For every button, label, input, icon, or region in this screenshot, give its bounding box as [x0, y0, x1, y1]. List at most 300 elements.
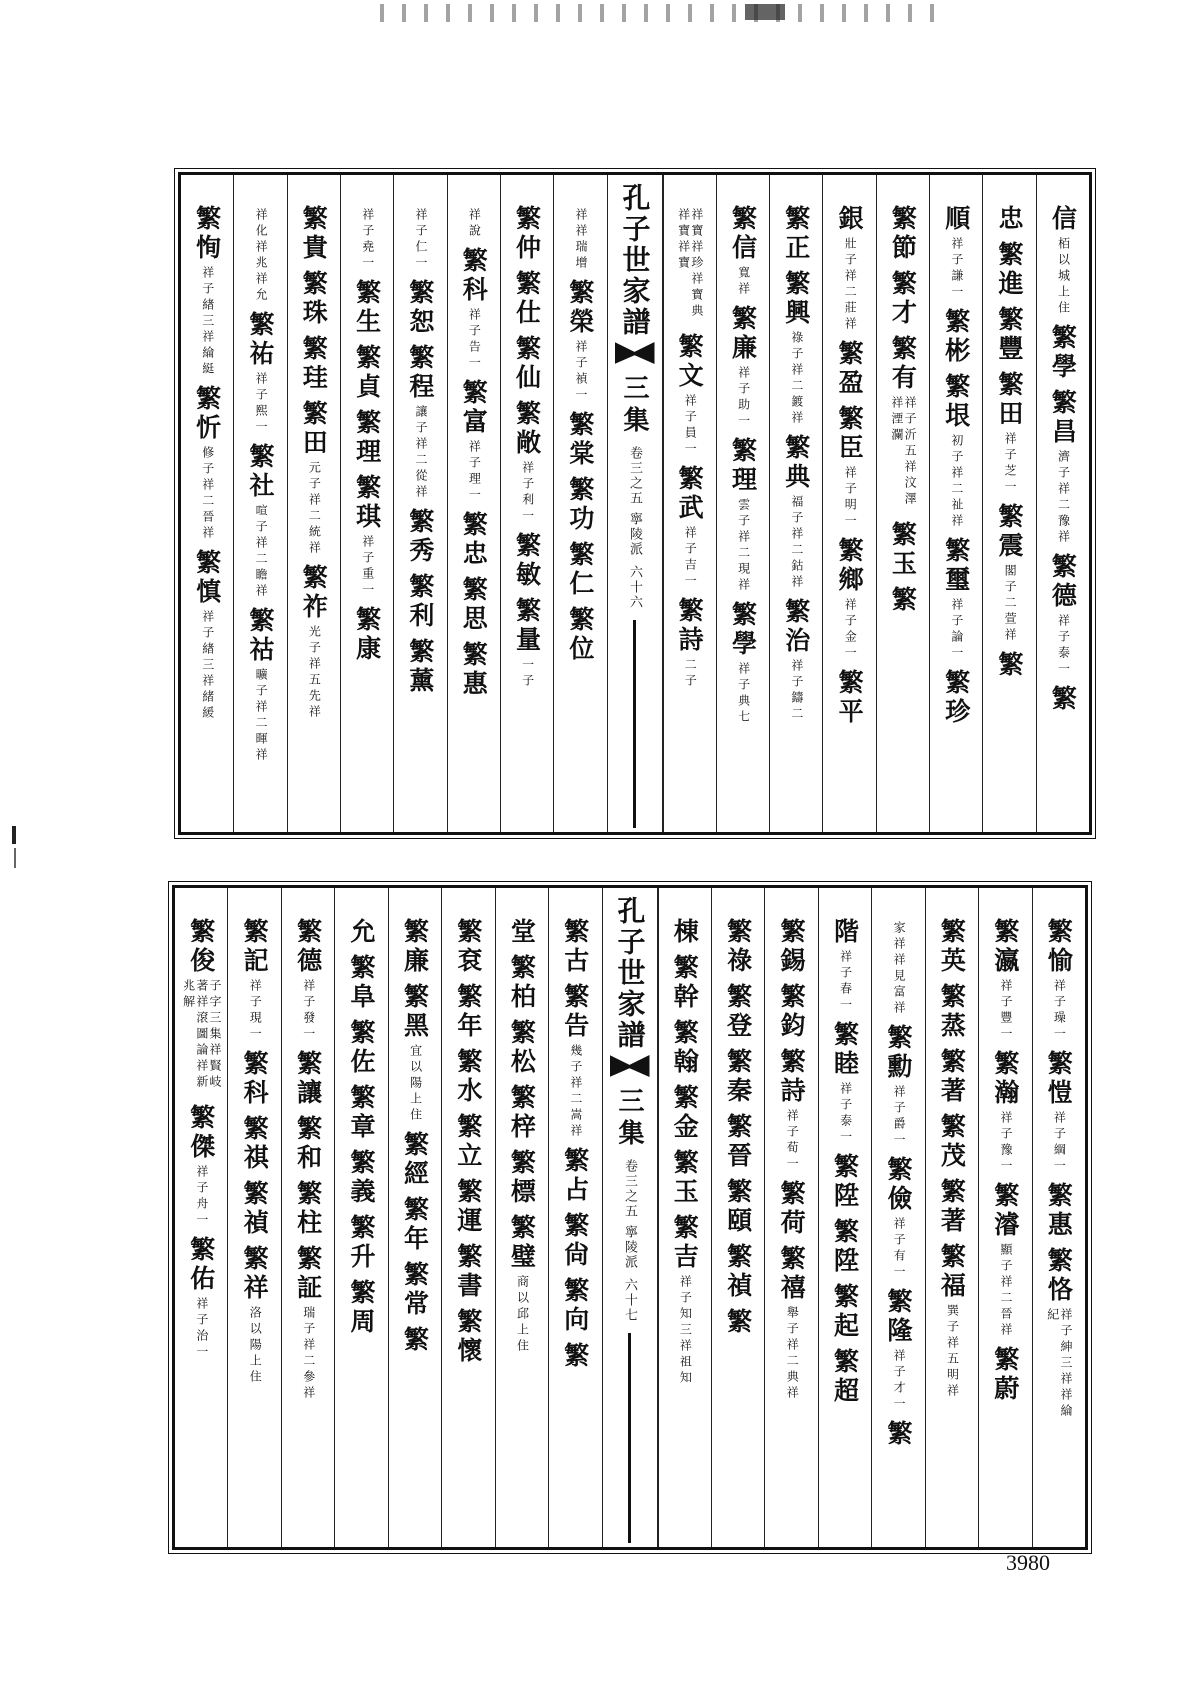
- genealogy-entry: [883, 1288, 913, 1413]
- genealogy-column: [334, 888, 387, 1547]
- person-name: 階: [830, 918, 860, 947]
- person-name: 繁田: [299, 400, 329, 458]
- fish-tail-mark: [610, 1055, 650, 1077]
- genealogy-entry: [781, 270, 811, 427]
- genealogy-entry: [459, 379, 489, 504]
- person-name: 繁仕: [512, 270, 542, 328]
- person-name: 繁超: [830, 1348, 860, 1406]
- genealogy-entry: [352, 474, 382, 599]
- genealogy-entry: [995, 371, 1025, 496]
- genealogy-entry: [835, 537, 865, 662]
- person-note: 祥子仁一: [414, 208, 428, 272]
- person-name: 繁貞: [352, 344, 382, 402]
- person-note: 祥子知三祥祖知: [678, 1275, 693, 1387]
- genealogy-entry: [937, 1178, 967, 1236]
- person-note: 祥子發一: [301, 979, 316, 1043]
- genealogy-column: [553, 175, 606, 832]
- person-name: 繁章: [347, 1084, 377, 1142]
- person-name: 銀: [835, 205, 865, 234]
- genealogy-entry: [453, 1308, 483, 1366]
- person-note: 寬祥: [736, 266, 751, 298]
- collection-label: 三集: [614, 1087, 644, 1151]
- person-name: 繁仁: [565, 541, 595, 599]
- person-name: 繁俊: [186, 918, 216, 976]
- person-name: 繁尙: [560, 1212, 590, 1270]
- person-name: 繁愉: [1044, 918, 1074, 976]
- person-name: 繁才: [888, 270, 918, 328]
- person-note: 祥子治一: [194, 1297, 209, 1361]
- genealogy-entry: [835, 340, 865, 398]
- person-name: 繁秦: [723, 1048, 753, 1106]
- genealogy-entry: [347, 1149, 377, 1207]
- genealogy-entry: [888, 205, 918, 263]
- person-name: 繁興: [781, 270, 811, 328]
- person-name: 繁田: [995, 371, 1025, 429]
- genealogy-entry: [888, 521, 918, 579]
- genealogy-column: [663, 175, 716, 832]
- genealogy-entry: [565, 476, 595, 534]
- person-note: 祥祥瑞增: [573, 208, 588, 272]
- person-name: 繁科: [240, 1050, 270, 1108]
- genealogy-entry: [941, 205, 971, 301]
- person-name: 繁袞: [453, 918, 483, 976]
- person-note: 祥子豫一: [998, 1111, 1013, 1175]
- genealogy-entry: [512, 270, 542, 328]
- person-name: 繁典: [781, 434, 811, 492]
- person-name: 繁棠: [565, 411, 595, 469]
- person-note: 祥子泰一: [1056, 614, 1071, 678]
- person-note: 祥子論一: [949, 598, 964, 662]
- person-note: 祥子荀一: [785, 1109, 800, 1173]
- person-name: 繁盈: [835, 340, 865, 398]
- person-note: 祥子明一: [843, 466, 858, 530]
- person-note: 濟子祥二豫祥: [1056, 450, 1071, 546]
- genealogy-entry: [830, 1348, 860, 1406]
- leaf-number: 六十六: [627, 565, 642, 611]
- genealogy-page-top: [178, 172, 1092, 835]
- genealogy-entry: [777, 1245, 807, 1402]
- person-note: 福子祥二鈷祥: [789, 495, 804, 591]
- person-name: 繁金: [670, 1084, 700, 1142]
- genealogy-column: [925, 888, 978, 1547]
- volume-label: 卷三之五 寧陵派: [627, 446, 642, 558]
- person-name: 繁廉: [400, 918, 430, 976]
- genealogy-entry: [937, 983, 967, 1041]
- person-note: 祥子緖三祥緒緩: [200, 610, 215, 722]
- genealogy-entry: [453, 983, 483, 1041]
- person-note: 祥子重一: [360, 535, 375, 599]
- person-name: 繁詩: [777, 1048, 807, 1106]
- genealogy-column: [929, 175, 982, 832]
- person-note: 祥子助一: [736, 366, 751, 430]
- person-name: 繁告: [560, 983, 590, 1041]
- genealogy-entry: [299, 270, 329, 328]
- person-name: 繁周: [347, 1279, 377, 1337]
- genealogy-page-bottom: [172, 885, 1088, 1550]
- person-name: 繁生: [352, 279, 382, 337]
- person-note: 修子祥二晉祥: [200, 446, 215, 542]
- genealogy-entry: [941, 669, 971, 727]
- genealogy-entry: [675, 465, 705, 590]
- person-note: 家祥祥見富祥: [892, 921, 907, 1017]
- genealogy-entry: [883, 1420, 913, 1449]
- person-name: 繁佑: [186, 1236, 216, 1294]
- genealogy-entry: [565, 541, 595, 599]
- genealogy-entry: [728, 305, 758, 430]
- person-note: 祥子有一: [892, 1217, 907, 1281]
- genealogy-entry: [347, 1214, 377, 1272]
- genealogy-entry: [995, 651, 1025, 680]
- person-note: 栢以城上住: [1056, 237, 1071, 317]
- person-name: 繁年: [453, 983, 483, 1041]
- collection-label: 三集: [619, 374, 649, 438]
- person-name: 繁阜: [347, 954, 377, 1012]
- genealogy-entry: [453, 1178, 483, 1236]
- genealogy-entry: [459, 247, 489, 372]
- person-note: 祥化祥兆祥允: [254, 208, 269, 304]
- person-name: 繁水: [453, 1048, 483, 1106]
- genealogy-entry: [347, 1279, 377, 1337]
- person-name: 繁年: [400, 1196, 430, 1254]
- genealogy-entry: [723, 1113, 753, 1171]
- person-name: 繁詩: [675, 597, 705, 655]
- person-name: 繁柱: [293, 1180, 323, 1238]
- person-note: 雲子祥二現祥: [736, 498, 751, 594]
- person-name: 繁鄉: [835, 537, 865, 595]
- genealogy-entry: [995, 241, 1025, 299]
- person-name: 繁治: [781, 598, 811, 656]
- person-name: 繁傑: [186, 1104, 216, 1162]
- genealogy-entry: [675, 597, 705, 690]
- genealogy-column: [181, 175, 233, 832]
- genealogy-entry: [352, 344, 382, 402]
- genealogy-entry: [574, 205, 587, 272]
- genealogy-entry: [990, 1346, 1020, 1404]
- person-name: 繁著: [937, 1178, 967, 1236]
- genealogy-entry: [883, 1156, 913, 1281]
- person-note: 壯子祥二莊祥: [843, 237, 858, 333]
- genealogy-entry: [1046, 1247, 1072, 1426]
- genealogy-column: [871, 888, 924, 1547]
- person-note: 巽子祥五明祥: [945, 1304, 960, 1400]
- person-name: 繁量: [512, 597, 542, 655]
- genealogy-entry: [676, 205, 702, 326]
- person-name: 繁功: [565, 476, 595, 534]
- genealogy-entry: [777, 918, 807, 976]
- genealogy-entry: [835, 405, 865, 530]
- genealogy-entry: [990, 1182, 1020, 1339]
- person-note: 祥子芝一: [1003, 432, 1018, 496]
- person-name: 繁文: [675, 333, 705, 391]
- person-note: 二子: [683, 658, 698, 690]
- genealogy-entry: [937, 918, 967, 976]
- person-name: 繁勳: [883, 1024, 913, 1082]
- genealogy-entry: [245, 443, 275, 600]
- book-title: 孔子世家譜: [613, 896, 647, 1051]
- genealogy-entry: [670, 1084, 700, 1142]
- page-number: 3980: [1006, 1550, 1050, 1575]
- genealogy-entry: [347, 1084, 377, 1142]
- person-note: 祥寶祥珍祥寶典祥寶祥寶: [676, 208, 704, 320]
- genealogy-entry: [670, 1019, 700, 1077]
- person-name: 繁思: [459, 576, 489, 634]
- person-name: 繁頤: [723, 1178, 753, 1236]
- genealogy-entry: [781, 434, 811, 591]
- genealogy-entry: [507, 1149, 537, 1207]
- person-name: 繁學: [1048, 324, 1078, 382]
- genealogy-column: [769, 175, 822, 832]
- genealogy-entry: [245, 311, 275, 436]
- person-name: 繁程: [405, 344, 435, 402]
- person-note: 瑞子祥二參祥: [301, 1306, 316, 1402]
- person-note: 舉子祥二典祥: [785, 1306, 800, 1402]
- person-name: 繁福: [937, 1243, 967, 1301]
- genealogy-entry: [560, 1277, 590, 1335]
- person-name: 繁富: [459, 379, 489, 437]
- genealogy-entry: [293, 918, 323, 1043]
- person-name: 繁位: [565, 606, 595, 664]
- center-rule: [628, 1333, 631, 1543]
- genealogy-entry: [990, 918, 1020, 1043]
- genealogy-entry: [507, 954, 537, 1012]
- genealogy-entry: [560, 918, 590, 976]
- genealogy-entry: [830, 918, 860, 1014]
- person-name: 繁著: [937, 1048, 967, 1106]
- genealogy-entry: [400, 983, 430, 1124]
- genealogy-entry: [670, 1149, 700, 1207]
- person-note: 洛以陽上住: [248, 1306, 263, 1386]
- person-name: 繁昌: [1048, 389, 1078, 447]
- person-name: 繁德: [1048, 553, 1078, 611]
- genealogy-entry: [347, 1019, 377, 1077]
- genealogy-entry: [723, 1178, 753, 1236]
- person-note: 祥說: [467, 208, 482, 240]
- center-title-column: [602, 888, 658, 1547]
- person-name: 繁德: [293, 918, 323, 976]
- person-note: 祥子典七: [736, 662, 751, 726]
- person-name: 繁黑: [400, 983, 430, 1041]
- person-note: 祥子舟一: [194, 1165, 209, 1229]
- person-name: 繁琪: [352, 474, 382, 532]
- person-name: 繁梓: [507, 1084, 537, 1142]
- person-name: 繁蒸: [937, 983, 967, 1041]
- person-note: 顯子祥二晉祥: [998, 1243, 1013, 1339]
- person-name: 繁: [400, 1326, 430, 1355]
- genealogy-column: [441, 888, 494, 1547]
- genealogy-column: [716, 175, 769, 832]
- person-note: 讓子祥二從祥: [414, 405, 428, 501]
- genealogy-entry: [1048, 685, 1078, 714]
- person-note: 祥子謙一: [949, 237, 964, 301]
- leaf-number: 六十七: [622, 1278, 637, 1324]
- genealogy-entry: [186, 1104, 216, 1229]
- genealogy-entry: [186, 1236, 216, 1361]
- genealogy-entry: [192, 385, 222, 542]
- genealogy-entry: [670, 1214, 700, 1387]
- genealogy-entry: [941, 537, 971, 662]
- person-note: 祥子豐一: [998, 979, 1013, 1043]
- genealogy-column: [876, 175, 929, 832]
- genealogy-column: [982, 175, 1035, 832]
- genealogy-entry: [299, 400, 329, 557]
- genealogy-entry: [400, 1196, 430, 1254]
- genealogy-entry: [453, 1243, 483, 1301]
- genealogy-entry: [293, 1180, 323, 1238]
- person-name: 信: [1048, 205, 1078, 234]
- volume-label: 卷三之五 寧陵派: [622, 1159, 637, 1271]
- genealogy-entry: [240, 1115, 270, 1173]
- genealogy-column: [822, 175, 875, 832]
- genealogy-entry: [941, 308, 971, 366]
- genealogy-entry: [560, 983, 590, 1140]
- person-note: 祥子紳三祥祥綸紀: [1045, 1308, 1073, 1420]
- person-name: 繁珍: [941, 669, 971, 727]
- person-name: 繁睦: [830, 1021, 860, 1079]
- person-name: 繁祥: [240, 1245, 270, 1303]
- person-name: 繁節: [888, 205, 918, 263]
- person-name: 繁晉: [723, 1113, 753, 1171]
- person-name: 繁廉: [728, 305, 758, 363]
- person-name: 繁鈞: [777, 983, 807, 1041]
- genealogy-entry: [512, 597, 542, 690]
- genealogy-entry: [1044, 1050, 1074, 1175]
- person-name: 繁祺: [240, 1115, 270, 1173]
- person-name: 繁: [995, 651, 1025, 680]
- person-note: 祥子金一: [843, 598, 858, 662]
- genealogy-entry: [512, 532, 542, 590]
- genealogy-column: [764, 888, 817, 1547]
- center-rule: [633, 620, 636, 828]
- genealogy-entry: [1044, 1182, 1074, 1240]
- genealogy-entry: [245, 607, 275, 764]
- person-name: 繁祚: [299, 564, 329, 622]
- genealogy-entry: [675, 333, 705, 458]
- genealogy-entry: [405, 508, 435, 566]
- person-name: 繁璧: [507, 1214, 537, 1272]
- person-note: 光子祥五先祥: [307, 625, 322, 721]
- person-name: 繁荷: [777, 1180, 807, 1238]
- person-name: 繁玉: [670, 1149, 700, 1207]
- genealogy-entry: [299, 564, 329, 721]
- genealogy-entry: [293, 1115, 323, 1173]
- person-note: 祥子熙一: [254, 372, 269, 436]
- genealogy-entry: [723, 1048, 753, 1106]
- genealogy-entry: [560, 1342, 590, 1371]
- person-name: 棟: [670, 918, 700, 947]
- person-name: 繁仙: [512, 335, 542, 393]
- genealogy-column: [233, 175, 286, 832]
- person-name: 繁有: [888, 335, 918, 393]
- fish-tail-mark: [615, 342, 655, 364]
- genealogy-entry: [995, 503, 1025, 644]
- person-name: 繁和: [293, 1115, 323, 1173]
- genealogy-column: [495, 888, 548, 1547]
- person-name: 繁: [1048, 685, 1078, 714]
- genealogy-entry: [728, 437, 758, 594]
- genealogy-entry: [453, 918, 483, 976]
- genealogy-column: [1032, 888, 1085, 1547]
- person-name: 繁運: [453, 1178, 483, 1236]
- genealogy-entry: [400, 1326, 430, 1355]
- person-name: 繁隆: [883, 1288, 913, 1346]
- person-name: 繁: [888, 586, 918, 615]
- genealogy-entry: [777, 1180, 807, 1238]
- genealogy-entry: [352, 606, 382, 664]
- genealogy-entry: [560, 1147, 590, 1205]
- person-name: 繁經: [400, 1131, 430, 1189]
- person-name: 繁讓: [293, 1050, 323, 1108]
- person-name: 繁英: [937, 918, 967, 976]
- person-name: 繁豐: [995, 306, 1025, 364]
- person-name: 繁登: [723, 983, 753, 1041]
- person-name: 繁正: [781, 205, 811, 263]
- person-name: 順: [941, 205, 971, 234]
- genealogy-entry: [405, 638, 435, 696]
- person-note: 祥子堯一: [360, 208, 375, 272]
- person-note: 一子: [520, 658, 535, 690]
- person-name: 繁榮: [565, 279, 595, 337]
- genealogy-entry: [293, 1245, 323, 1402]
- genealogy-entry: [728, 601, 758, 726]
- person-name: 繁翰: [670, 1019, 700, 1077]
- genealogy-entry: [453, 1048, 483, 1106]
- genealogy-entry: [240, 1180, 270, 1238]
- person-name: 繁學: [728, 601, 758, 659]
- genealogy-entry: [347, 954, 377, 1012]
- person-name: 繁武: [675, 465, 705, 523]
- genealogy-column: [388, 888, 441, 1547]
- person-name: 繁垠: [941, 373, 971, 431]
- person-name: 繁禎: [723, 1243, 753, 1301]
- person-note: 子字三集祥賢岐著祥滾圖論祥新兆解: [181, 979, 222, 1091]
- genealogy-entry: [507, 918, 537, 947]
- person-name: 允: [347, 918, 377, 947]
- person-note: 祥子禎一: [573, 340, 588, 404]
- genealogy-entry: [512, 335, 542, 393]
- genealogy-column: [1036, 175, 1089, 832]
- genealogy-entry: [937, 1048, 967, 1106]
- genealogy-entry: [830, 1218, 860, 1276]
- scan-noise-top: [380, 4, 940, 22]
- person-name: 繁起: [830, 1283, 860, 1341]
- person-name: 繁: [883, 1420, 913, 1449]
- genealogy-entry: [830, 1283, 860, 1341]
- genealogy-entry: [670, 954, 700, 1012]
- person-name: 繁蔚: [990, 1346, 1020, 1404]
- person-name: 繁錫: [777, 918, 807, 976]
- person-note: 祿子祥二鍍祥: [789, 331, 804, 427]
- person-note: 閣子二萱祥: [1003, 564, 1018, 644]
- scan-mark-left-2: [14, 848, 16, 868]
- person-name: 繁珪: [299, 335, 329, 393]
- genealogy-entry: [192, 549, 222, 722]
- person-name: 繁康: [352, 606, 382, 664]
- person-name: 繁禎: [240, 1180, 270, 1238]
- genealogy-entry: [937, 1243, 967, 1400]
- genealogy-entry: [781, 598, 811, 723]
- person-name: 繁瀛: [990, 918, 1020, 976]
- person-name: 繁進: [995, 241, 1025, 299]
- person-name: 繁恪: [1044, 1247, 1074, 1305]
- person-name: 繁松: [507, 1019, 537, 1077]
- genealogy-entry: [830, 1153, 860, 1211]
- person-note: 商以邱上住: [515, 1275, 530, 1355]
- genealogy-entry: [507, 1019, 537, 1077]
- genealogy-entry: [723, 918, 753, 976]
- genealogy-column: [281, 888, 334, 1547]
- person-name: 繁忻: [192, 385, 222, 443]
- genealogy-entry: [1044, 918, 1074, 1043]
